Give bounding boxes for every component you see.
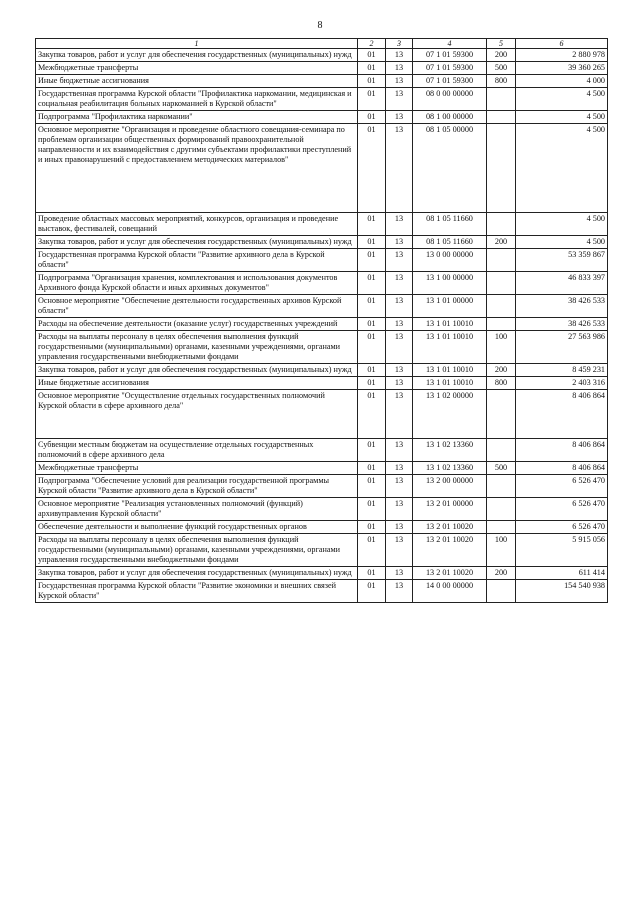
col-header-6: 6 [516, 39, 608, 49]
table-row [36, 111, 608, 124]
row-code-cell: 13 2 00 00000 [413, 475, 487, 498]
row-sum-cell: 8 406 864 [516, 390, 608, 439]
row-subsection-cell: 13 [386, 498, 413, 521]
row-sum-cell: 39 360 265 [516, 62, 608, 75]
row-subsection-cell: 13 [386, 318, 413, 331]
row-vr-cell [487, 390, 516, 439]
table-row [36, 62, 608, 75]
row-code-cell: 13 1 01 10010 [413, 318, 487, 331]
row-vr-cell [487, 272, 516, 295]
row-name-cell: Иные бюджетные ассигнования [36, 377, 358, 390]
row-vr-cell: 200 [487, 567, 516, 580]
row-sum-cell: 4 000 [516, 75, 608, 88]
table-row [36, 236, 608, 249]
row-vr-cell: 800 [487, 75, 516, 88]
table-row [36, 390, 608, 439]
row-name-cell: Закупка товаров, работ и услуг для обеспечения государственных (муниципальных) нужд [36, 236, 358, 249]
table-header-row [36, 39, 608, 49]
row-section-cell: 01 [358, 318, 386, 331]
table-row [36, 124, 608, 213]
row-name-cell: Обеспечение деятельности и выполнение функций государственных органов [36, 521, 358, 534]
row-section-cell: 01 [358, 580, 386, 603]
table-row [36, 295, 608, 318]
row-name-cell: Государственная программа Курской области "Развитие архивного дела в Курской области" [36, 249, 358, 272]
row-section-cell: 01 [358, 390, 386, 439]
row-code-cell: 13 1 01 10010 [413, 377, 487, 390]
row-name-cell: Закупка товаров, работ и услуг для обеспечения государственных (муниципальных) нужд [36, 567, 358, 580]
row-code-cell: 08 0 00 00000 [413, 88, 487, 111]
row-vr-cell [487, 213, 516, 236]
row-sum-cell: 27 563 986 [516, 331, 608, 364]
row-name-cell: Государственная программа Курской области "Профилактика наркомании, медицинская и социальная реабилитация больных наркоманией в Курской области" [36, 88, 358, 111]
table-row [36, 521, 608, 534]
row-subsection-cell: 13 [386, 475, 413, 498]
row-code-cell: 07 1 01 59300 [413, 62, 487, 75]
row-subsection-cell: 13 [386, 364, 413, 377]
row-sum-cell: 2 880 978 [516, 49, 608, 62]
row-name-cell: Субвенции местным бюджетам на осуществление отдельных государственных полномочий в сфере архивного дела [36, 439, 358, 462]
row-vr-cell [487, 498, 516, 521]
row-vr-cell [487, 318, 516, 331]
row-section-cell: 01 [358, 62, 386, 75]
table-row [36, 364, 608, 377]
row-section-cell: 01 [358, 462, 386, 475]
row-vr-cell: 200 [487, 236, 516, 249]
row-section-cell: 01 [358, 88, 386, 111]
row-subsection-cell: 13 [386, 88, 413, 111]
page-number: 8 [317, 20, 323, 31]
row-code-cell: 13 2 01 10020 [413, 521, 487, 534]
row-code-cell: 08 1 05 11660 [413, 213, 487, 236]
row-sum-cell: 2 403 316 [516, 377, 608, 390]
row-section-cell: 01 [358, 49, 386, 62]
row-sum-cell: 8 406 864 [516, 462, 608, 475]
row-section-cell: 01 [358, 111, 386, 124]
col-header-4: 4 [413, 39, 487, 49]
row-code-cell: 13 1 02 13360 [413, 462, 487, 475]
row-section-cell: 01 [358, 272, 386, 295]
row-section-cell: 01 [358, 236, 386, 249]
row-section-cell: 01 [358, 213, 386, 236]
row-code-cell: 07 1 01 59300 [413, 75, 487, 88]
table-row [36, 272, 608, 295]
row-sum-cell: 5 915 056 [516, 534, 608, 567]
row-vr-cell [487, 111, 516, 124]
row-section-cell: 01 [358, 249, 386, 272]
row-section-cell: 01 [358, 124, 386, 213]
row-vr-cell [487, 295, 516, 318]
row-vr-cell: 500 [487, 62, 516, 75]
row-sum-cell: 4 500 [516, 236, 608, 249]
row-subsection-cell: 13 [386, 462, 413, 475]
row-code-cell: 13 2 01 10020 [413, 567, 487, 580]
row-subsection-cell: 13 [386, 111, 413, 124]
row-subsection-cell: 13 [386, 62, 413, 75]
row-subsection-cell: 13 [386, 377, 413, 390]
table-row [36, 498, 608, 521]
table-row [36, 475, 608, 498]
table-row [36, 331, 608, 364]
table-row [36, 249, 608, 272]
row-code-cell: 08 1 05 00000 [413, 124, 487, 213]
row-code-cell: 13 1 01 10010 [413, 331, 487, 364]
row-code-cell: 13 1 02 13360 [413, 439, 487, 462]
row-name-cell: Основное мероприятие "Осуществление отдельных государственных полномочий Курской области в сфере архивного дела" [36, 390, 358, 439]
row-subsection-cell: 13 [386, 521, 413, 534]
row-section-cell: 01 [358, 439, 386, 462]
row-name-cell: Межбюджетные трансферты [36, 462, 358, 475]
row-subsection-cell: 13 [386, 49, 413, 62]
row-code-cell: 08 1 05 11660 [413, 236, 487, 249]
row-code-cell: 13 0 00 00000 [413, 249, 487, 272]
row-section-cell: 01 [358, 364, 386, 377]
row-sum-cell: 611 414 [516, 567, 608, 580]
row-name-cell: Расходы на выплаты персоналу в целях обеспечения выполнения функций государственными (муниципальными) органами, казенными учреждениями, органами управления государственными внебюджетными фондами [36, 331, 358, 364]
row-sum-cell: 6 526 470 [516, 498, 608, 521]
row-name-cell: Иные бюджетные ассигнования [36, 75, 358, 88]
col-header-1: 1 [36, 39, 358, 49]
row-vr-cell [487, 580, 516, 603]
row-section-cell: 01 [358, 331, 386, 364]
row-sum-cell: 4 500 [516, 124, 608, 213]
row-subsection-cell: 13 [386, 567, 413, 580]
row-vr-cell [487, 475, 516, 498]
row-sum-cell: 4 500 [516, 213, 608, 236]
row-name-cell: Подпрограмма "Организация хранения, комплектования и использования документов Архивного фонда Курской области и иных архивных документов" [36, 272, 358, 295]
row-name-cell: Расходы на обеспечение деятельности (оказание услуг) государственных учреждений [36, 318, 358, 331]
row-vr-cell [487, 124, 516, 213]
row-name-cell: Основное мероприятие "Реализация установленных полномочий (функций) архивуправления Курской области" [36, 498, 358, 521]
row-section-cell: 01 [358, 75, 386, 88]
row-sum-cell: 6 526 470 [516, 475, 608, 498]
table-row [36, 318, 608, 331]
row-code-cell: 13 1 01 10010 [413, 364, 487, 377]
row-subsection-cell: 13 [386, 439, 413, 462]
row-sum-cell: 46 833 397 [516, 272, 608, 295]
col-header-3: 3 [386, 39, 413, 49]
row-name-cell: Подпрограмма "Обеспечение условий для реализации государственной программы Курской области "Развитие архивного дела в Курской области" [36, 475, 358, 498]
row-sum-cell: 38 426 533 [516, 318, 608, 331]
row-vr-cell: 100 [487, 331, 516, 364]
row-section-cell: 01 [358, 295, 386, 318]
row-name-cell: Закупка товаров, работ и услуг для обеспечения государственных (муниципальных) нужд [36, 49, 358, 62]
row-subsection-cell: 13 [386, 580, 413, 603]
table-row [36, 377, 608, 390]
row-section-cell: 01 [358, 475, 386, 498]
row-section-cell: 01 [358, 377, 386, 390]
table-row [36, 534, 608, 567]
row-sum-cell: 8 406 864 [516, 439, 608, 462]
row-code-cell: 13 2 01 00000 [413, 498, 487, 521]
row-subsection-cell: 13 [386, 124, 413, 213]
row-name-cell: Закупка товаров, работ и услуг для обеспечения государственных (муниципальных) нужд [36, 364, 358, 377]
row-subsection-cell: 13 [386, 331, 413, 364]
row-code-cell: 13 1 01 00000 [413, 295, 487, 318]
row-vr-cell [487, 88, 516, 111]
row-name-cell: Проведение областных массовых мероприятий, конкурсов, организация и проведение выставок, фестивалей, совещаний [36, 213, 358, 236]
row-section-cell: 01 [358, 534, 386, 567]
row-code-cell: 14 0 00 00000 [413, 580, 487, 603]
table-row [36, 88, 608, 111]
row-section-cell: 01 [358, 498, 386, 521]
row-name-cell: Подпрограмма "Профилактика наркомании" [36, 111, 358, 124]
row-name-cell: Основное мероприятие "Организация и проведение областного совещания-семинара по проблемам организации общественных формирований правоохранительной направленности и их взаимодействия с другими субъектами профилактики преступлений и иных правонарушений с предоставлением методических материалов" [36, 124, 358, 213]
row-name-cell: Межбюджетные трансферты [36, 62, 358, 75]
row-vr-cell: 500 [487, 462, 516, 475]
table-row [36, 462, 608, 475]
table-row [36, 49, 608, 62]
row-section-cell: 01 [358, 521, 386, 534]
row-subsection-cell: 13 [386, 236, 413, 249]
row-sum-cell: 154 540 938 [516, 580, 608, 603]
table-row [36, 439, 608, 462]
row-code-cell: 07 1 01 59300 [413, 49, 487, 62]
row-subsection-cell: 13 [386, 249, 413, 272]
table-row [36, 75, 608, 88]
row-vr-cell: 800 [487, 377, 516, 390]
row-subsection-cell: 13 [386, 295, 413, 318]
row-vr-cell [487, 439, 516, 462]
table-row [36, 580, 608, 603]
row-subsection-cell: 13 [386, 75, 413, 88]
row-name-cell: Государственная программа Курской области "Развитие экономики и внешних связей Курской области" [36, 580, 358, 603]
row-name-cell: Основное мероприятие "Обеспечение деятельности государственных архивов Курской области" [36, 295, 358, 318]
row-code-cell: 08 1 00 00000 [413, 111, 487, 124]
table-row [36, 567, 608, 580]
row-sum-cell: 53 359 867 [516, 249, 608, 272]
table-row [36, 213, 608, 236]
row-vr-cell: 200 [487, 49, 516, 62]
row-subsection-cell: 13 [386, 213, 413, 236]
row-vr-cell: 100 [487, 534, 516, 567]
row-vr-cell [487, 521, 516, 534]
row-subsection-cell: 13 [386, 534, 413, 567]
row-subsection-cell: 13 [386, 272, 413, 295]
row-code-cell: 13 1 00 00000 [413, 272, 487, 295]
row-sum-cell: 4 500 [516, 88, 608, 111]
row-code-cell: 13 1 02 00000 [413, 390, 487, 439]
col-header-2: 2 [358, 39, 386, 49]
row-code-cell: 13 2 01 10020 [413, 534, 487, 567]
col-header-5: 5 [487, 39, 516, 49]
row-sum-cell: 8 459 231 [516, 364, 608, 377]
row-subsection-cell: 13 [386, 390, 413, 439]
row-sum-cell: 4 500 [516, 111, 608, 124]
row-sum-cell: 38 426 533 [516, 295, 608, 318]
row-section-cell: 01 [358, 567, 386, 580]
row-vr-cell: 200 [487, 364, 516, 377]
budget-table [35, 38, 608, 603]
row-name-cell: Расходы на выплаты персоналу в целях обеспечения выполнения функций государственными (муниципальными) органами, казенными учреждениями, органами управления государственными внебюджетными фондами [36, 534, 358, 567]
row-vr-cell [487, 249, 516, 272]
row-sum-cell: 6 526 470 [516, 521, 608, 534]
